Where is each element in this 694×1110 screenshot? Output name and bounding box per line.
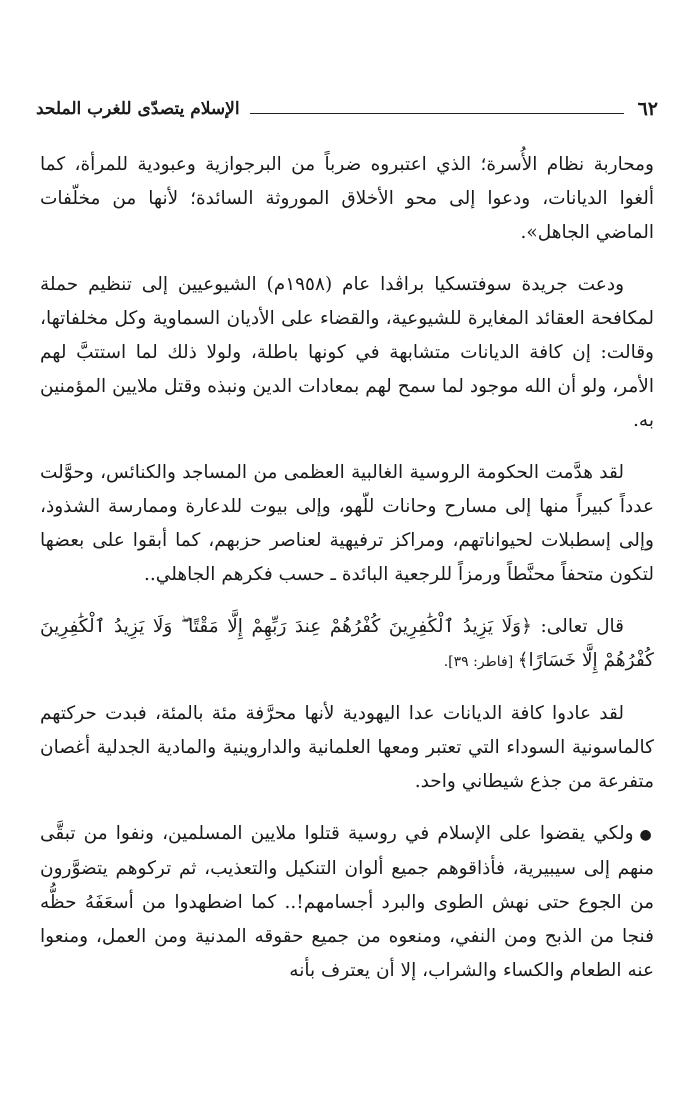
- bullet-icon: ●: [639, 827, 654, 843]
- paragraph-religions: [40, 697, 654, 799]
- paragraph-text: ومحاربة نظام الأُسرة؛ الذي اعتبروه ضرباً من البرجوازية وعبودية للمرأة، كما ألغوا الديانات، ودعوا إلى محو الأخلاق الموروثة السائدة؛ لأنها من مخلّفات الماضي الجاهل».: [40, 154, 654, 243]
- page-body: [40, 148, 654, 1006]
- quran-verse: ﴿وَلَا يَزِيدُ ٱلْكَٰفِرِينَ كُفْرُهُمْ عِندَ رَبِّهِمْ إِلَّا مَقْتًا ۖ وَلَا يَزِيدُ ٱلْكَٰفِرِينَ كُفْرُهُمْ إِلَّا خَسَارًا﴾: [40, 616, 654, 671]
- paragraph-text: لقد عادوا كافة الديانات عدا اليهودية لأنها محرَّفة مئة بالمئة، فبدت حركتهم كالماسونية السوداء التي تعتبر ومعها العلمانية والداروينية والمادية الجدلية أغصان متفرعة من جذع شيطاني واحد.: [40, 703, 654, 792]
- book-title: الإسلام يتصدّى للغرب الملحد: [36, 99, 240, 119]
- paragraph-text: ودعت جريدة سوفتسكيا براڤدا عام (١٩٥٨م) الشيوعيين إلى تنظيم حملة لمكافحة العقائد المغايرة للشيوعية، والقضاء على الأديان السماوية وكل مخلفاتها، وقالت: إن كافة الديانات متشابهة في كونها باطلة، ولولا ذلك لما استتبَّ لهم الأمر، ولو أن الله موجود لما سمح لهم بمعادات الدين ونبذه وقتل ملايين المؤمنين به.: [40, 274, 654, 431]
- running-header: [36, 92, 658, 122]
- header-rule: [250, 113, 624, 114]
- paragraph-text: ولكي يقضوا على الإسلام في روسية قتلوا ملايين المسلمين، ونفوا من تبقَّى منهم إلى سيبيرية، فأذاقوهم جميع ألوان التنكيل والتعذيب، ثم تركوهم يتضوَّرون من الجوع حتى نهش الطوى والبرد أجسامهم!.. كما اضطهدوا من أسعَفَهُ حظُّه فنجا من الذبح ومن النفي، ومنعوه من جميع حقوقه المدنية ومن العمل، ومنعوا عنه الطعام والكساء والشراب، إلا أن يعترف بأنه: [40, 823, 654, 981]
- quran-quote: [40, 610, 654, 679]
- paragraph-pravda: [40, 268, 654, 438]
- paragraph-bullet: [40, 817, 654, 988]
- paragraph-continuation: [40, 148, 654, 250]
- quote-intro: قال تعالى:: [531, 616, 625, 637]
- verse-reference: [فاطر: ٣٩].: [443, 654, 518, 670]
- paragraph-text: لقد هدَّمت الحكومة الروسية الغالبية العظمى من المساجد والكنائس، وحوَّلت عدداً كبيراً منها إلى مسارح وحانات للّهو، وإلى بيوت للدعارة وممارسة الشذوذ، وإلى إسطبلات لحيواناتهم، ومراكز ترفيهية لعناصر حزبهم، كما أبقوا على بعضها لتكون متحفاً محنَّطاً ورمزاً للرجعية البائدة ـ حسب فكرهم الجاهلي..: [40, 462, 654, 585]
- paragraph-churches: [40, 456, 654, 592]
- page-number: ٦٢: [637, 98, 658, 120]
